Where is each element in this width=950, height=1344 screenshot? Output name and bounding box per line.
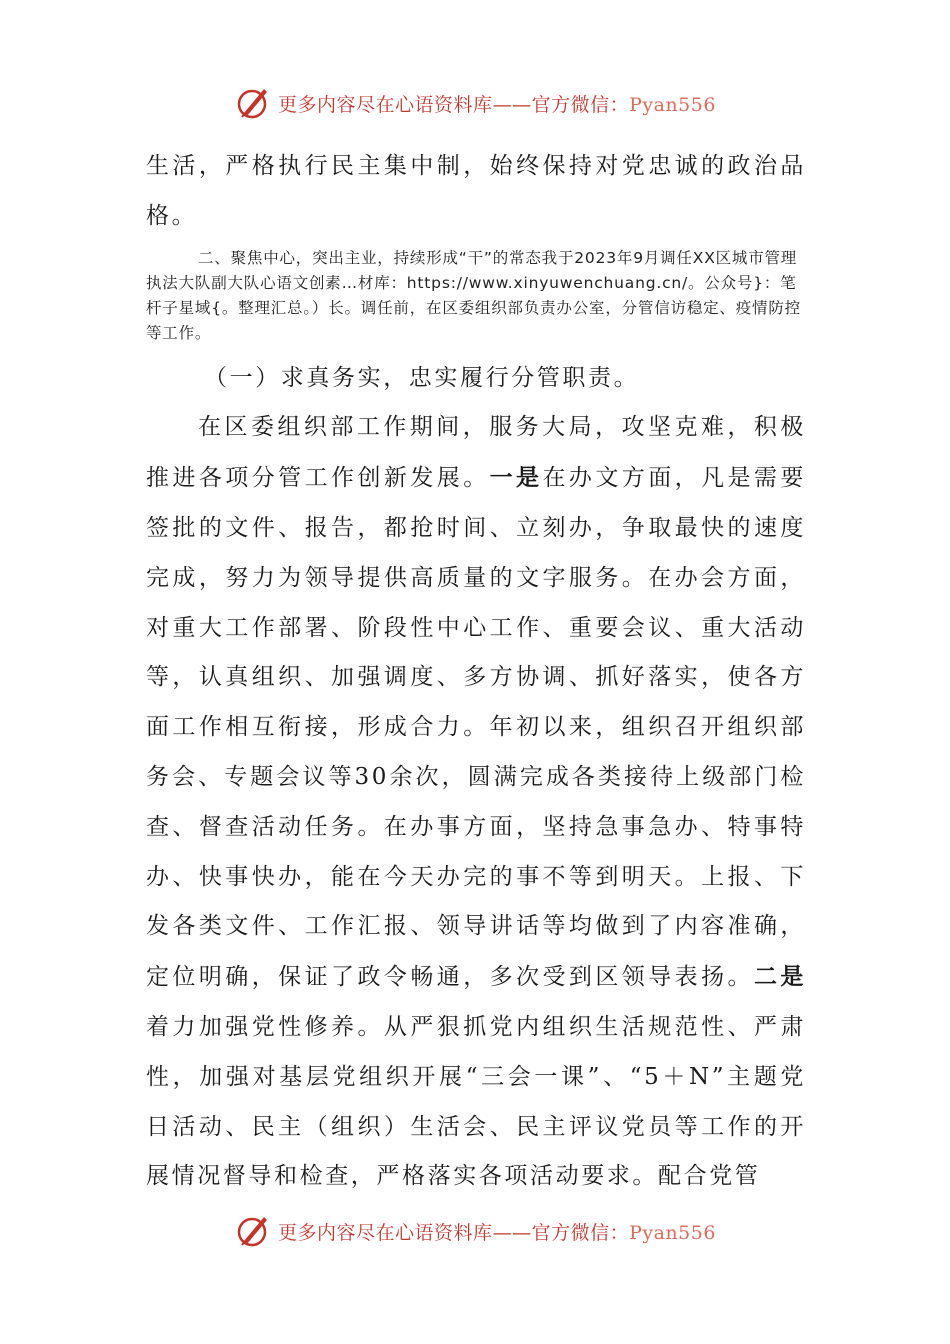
paragraph-main: 在区委组织部工作期间，服务大局，攻坚克难，积极推进各项分管工作创新发展。一是在办文方面，凡是需要签批的文件、报告，都抢时间、立刻办，争取最快的速度完成，努力为领导提供高质量的文字服务。在办会方面，对重大工作部署、阶段性中心工作、重要会议、重大活动等，认真组织、加强调度、多方协调、抓好落实，使各方面工作相互衔接，形成合力。年初以来，组织召开组织部务会、专题会议等30余次，圆满完成各类接待上级部门检查、督查活动任务。在办事方面，坚持急事急办、特事特办、快事快办，能在今天办完的事不等到明天。上报、下发各类文件、工作汇报、领导讲话等均做到了内容准确，定位明确，保证了政令畅通，多次受到区领导表扬。二是着力加强党性修养。从严狠抓党内组织生活规范性、严肃性，加强对基层党组织开展“三会一课”、“5＋N”主题党日活动、民主（组织）生活会、民主评议党员等工作的开展情况督导和检查，严格落实各项活动要求。配合党管 — [146, 414, 806, 1190]
document-body — [146, 142, 806, 1202]
watermark-text: 更多内容尽在心语资料库——官方微信：Pyan556 — [278, 1221, 716, 1244]
sub-heading: （一）求真务实，忠实履行分管职责。 — [204, 364, 640, 391]
quill-logo-icon — [234, 83, 274, 123]
bold-marker-1: 一是 — [489, 464, 543, 492]
paragraph-continued: 生活，严格执行民主集中制，始终保持对党忠诚的政治品格。 — [146, 153, 806, 229]
watermark-footer — [0, 1206, 950, 1256]
watermark-header — [0, 78, 950, 128]
bold-marker-2: 二是 — [753, 963, 806, 991]
section-heading: 二、聚焦中心，突出主业，持续形成“干”的常态我于2023年9月调任XX区城市管理执法大队副大队心语文创素…材库：https://www.xinyuwenchuang.cn/。公众号}：笔杆子星域{。整理汇总。）长。调任前，在区委组织部负责办公室，分管信访稳定、疫情防控等工作。 — [146, 248, 801, 342]
quill-logo-icon — [234, 1211, 274, 1251]
watermark-text: 更多内容尽在心语资料库——官方微信：Pyan556 — [278, 93, 716, 116]
